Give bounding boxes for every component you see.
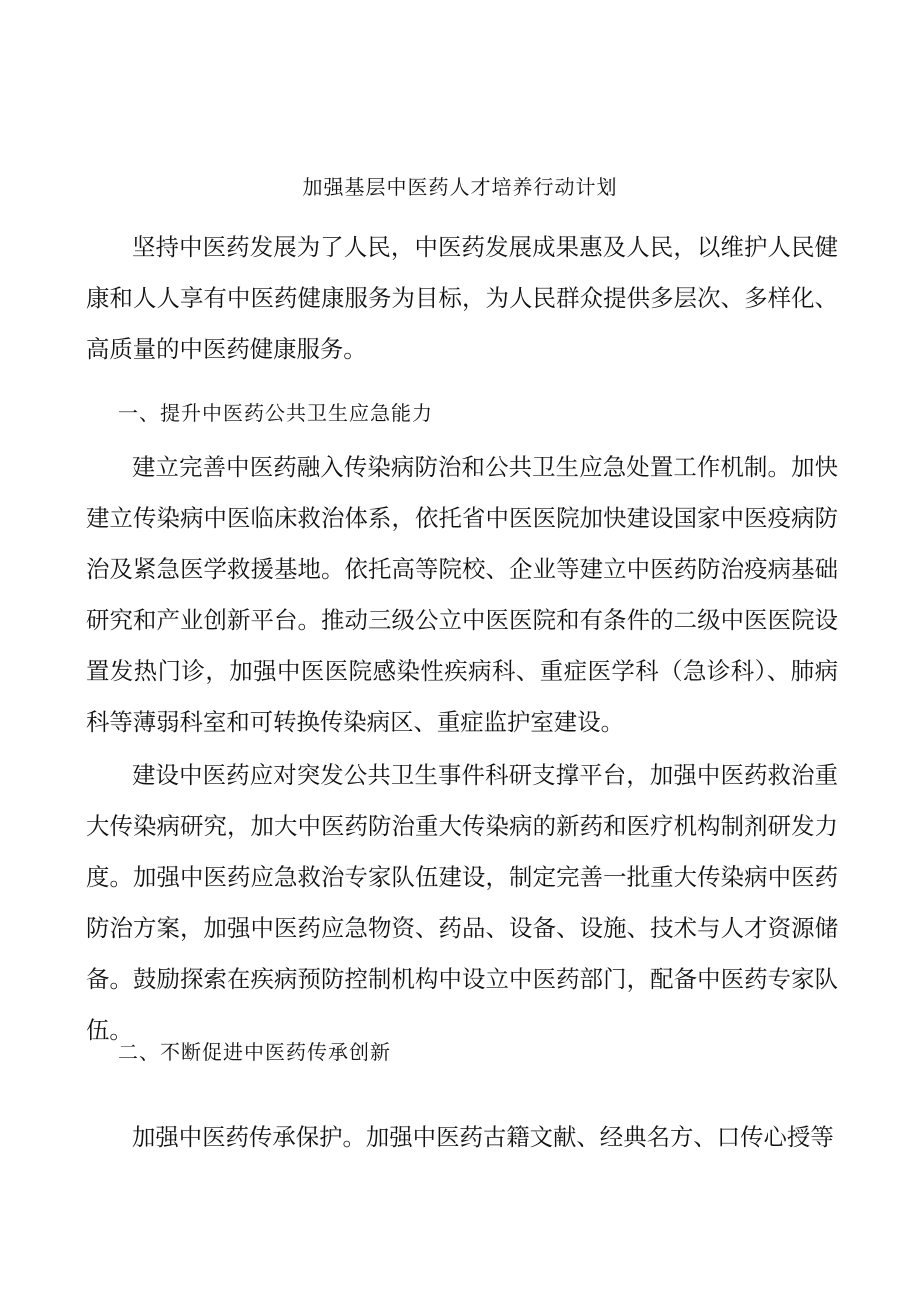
intro-paragraph: 坚持中医药发展为了人民，中医药发展成果惠及人民，以维护人民健康和人人享有中医药健康服务为目标，为人民群众提供多层次、多样化、高质量的中医药健康服务。 bbox=[86, 233, 838, 363]
section1-paragraph-2: 建设中医药应对突发公共卫生事件科研支撑平台，加强中医药救治重大传染病研究，加大中医药防治重大传染病的新药和医疗机构制剂研发力度。加强中医药应急救治专家队伍建设，制定完善一批重大传染病中医药防治方案，加强中医药应急物资、药品、设备、设施、技术与人才资源储备。鼓励探索在疾病预防控制机构中设立中医药部门，配备中医药专家队伍。 bbox=[86, 761, 838, 1044]
section1-paragraph-1: 建立完善中医药融入传染病防治和公共卫生应急处置工作机制。加快建立传染病中医临床救治体系，依托省中医医院加快建设国家中医疫病防治及紧急医学救援基地。依托高等院校、企业等建立中医药防治疫病基础研究和产业创新平台。推动三级公立中医医院和有条件的二级中医医院设置发热门诊，加强中医医院感染性疾病科、重症医学科（急诊科）、肺病科等薄弱科室和可转换传染病区、重症监护室建设。 bbox=[86, 453, 838, 736]
section2-paragraph-1: 加强中医药传承保护。加强中医药古籍文献、经典名方、口传心授等 bbox=[132, 1123, 834, 1151]
section-heading-1: 一、提升中医药公共卫生应急能力 bbox=[118, 401, 433, 425]
section-heading-2: 二、不断促进中医药传承创新 bbox=[118, 1040, 391, 1064]
document-title: 加强基层中医药人才培养行动计划 bbox=[302, 175, 618, 199]
